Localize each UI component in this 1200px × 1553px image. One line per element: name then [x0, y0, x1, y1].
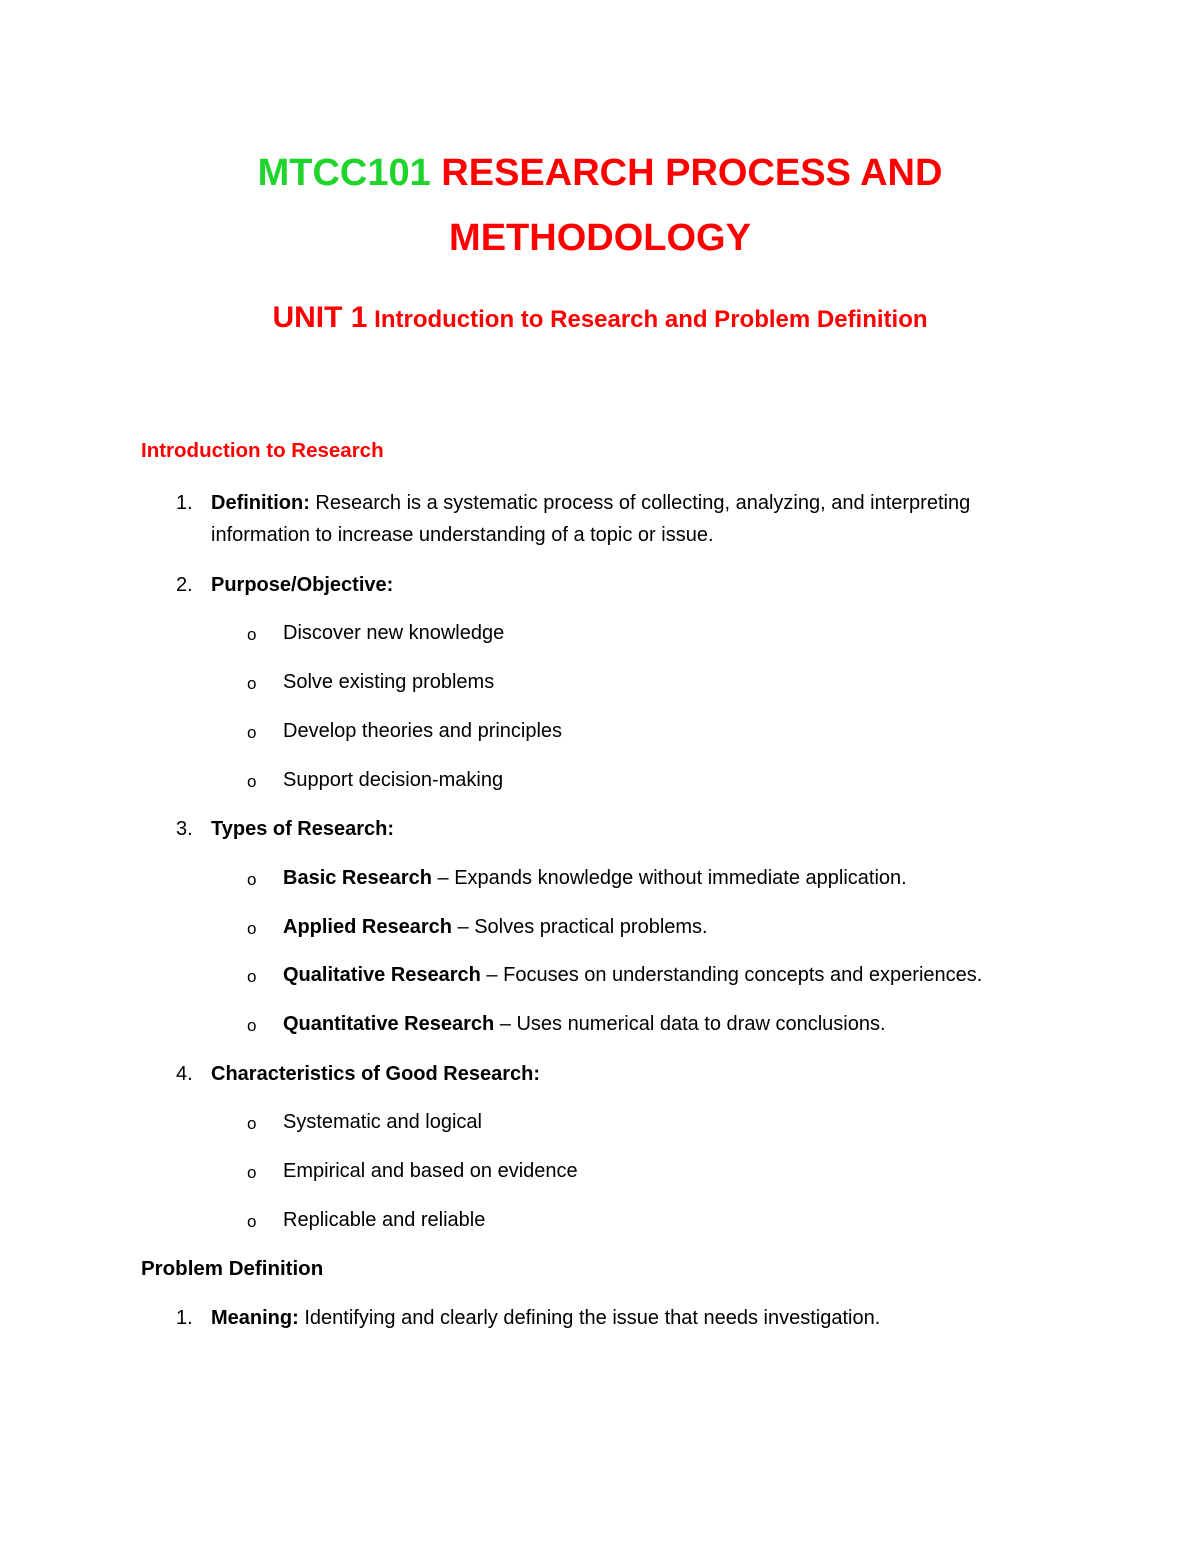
- list-number: 4.: [176, 1063, 193, 1085]
- list-item-types: [211, 816, 394, 842]
- item-term: Basic Research: [283, 867, 432, 889]
- list-item: [283, 914, 708, 940]
- list-item: Empirical and based on evidence: [283, 1160, 578, 1182]
- section-heading-intro: Introduction to Research: [141, 439, 384, 462]
- bullet-icon: o: [247, 967, 257, 986]
- list-item-definition: [211, 490, 970, 516]
- section-heading-problem: Problem Definition: [141, 1257, 324, 1280]
- item-desc: – Focuses on understanding concepts and experiences.: [480, 964, 983, 986]
- unit-subtitle: Introduction to Research and Problem Definition: [367, 306, 928, 333]
- list-number: 1.: [176, 1307, 193, 1329]
- list-item: [283, 1011, 886, 1037]
- item-text: Identifying and clearly defining the issue that needs investigation.: [298, 1307, 881, 1329]
- bullet-icon: o: [247, 1212, 257, 1231]
- item-text: Research is a systematic process of collecting, analyzing, and interpreting: [309, 492, 971, 514]
- list-number: 2.: [176, 574, 193, 596]
- list-item: Solve existing problems: [283, 671, 495, 693]
- item-label: Characteristics of Good Research:: [211, 1063, 540, 1085]
- item-label: Types of Research:: [211, 818, 395, 840]
- list-item: Replicable and reliable: [283, 1209, 486, 1231]
- list-item-purpose: [211, 572, 393, 598]
- document-title-line1: [0, 150, 1200, 196]
- list-item: [283, 962, 982, 988]
- document-title-line2: METHODOLOGY: [449, 217, 751, 259]
- bullet-icon: o: [247, 1114, 257, 1133]
- bullet-icon: o: [247, 772, 257, 791]
- bullet-icon: o: [247, 674, 257, 693]
- course-code: MTCC101: [257, 152, 431, 194]
- bullet-icon: o: [247, 1016, 257, 1035]
- list-item: [283, 865, 907, 891]
- item-label: Purpose/Objective:: [211, 574, 394, 596]
- list-number: 3.: [176, 818, 193, 840]
- list-item: Systematic and logical: [283, 1111, 482, 1133]
- item-term: Qualitative Research: [283, 964, 481, 986]
- bullet-icon: o: [247, 625, 257, 644]
- bullet-icon: o: [247, 919, 257, 938]
- item-term: Quantitative Research: [283, 1013, 495, 1035]
- item-label: Definition:: [211, 492, 310, 514]
- bullet-icon: o: [247, 870, 257, 889]
- bullet-icon: o: [247, 723, 257, 742]
- unit-label: UNIT 1: [272, 301, 368, 334]
- list-item: Develop theories and principles: [283, 720, 563, 742]
- list-item: Support decision-making: [283, 769, 504, 791]
- item-label: Meaning:: [211, 1307, 299, 1329]
- bullet-icon: o: [247, 1163, 257, 1182]
- item-desc: – Solves practical problems.: [451, 916, 708, 938]
- item-desc: – Expands knowledge without immediate application.: [431, 867, 907, 889]
- item-desc: – Uses numerical data to draw conclusions.: [494, 1013, 886, 1035]
- item-term: Applied Research: [283, 916, 452, 938]
- list-number: 1.: [176, 492, 193, 514]
- list-item: Discover new knowledge: [283, 622, 505, 644]
- unit-heading: [0, 298, 1200, 340]
- list-item-characteristics: [211, 1061, 540, 1087]
- list-item-meaning: [211, 1305, 880, 1331]
- course-title-part1: RESEARCH PROCESS AND: [430, 152, 943, 194]
- list-item-definition-cont: information to increase understanding of a topic or issue.: [211, 524, 714, 546]
